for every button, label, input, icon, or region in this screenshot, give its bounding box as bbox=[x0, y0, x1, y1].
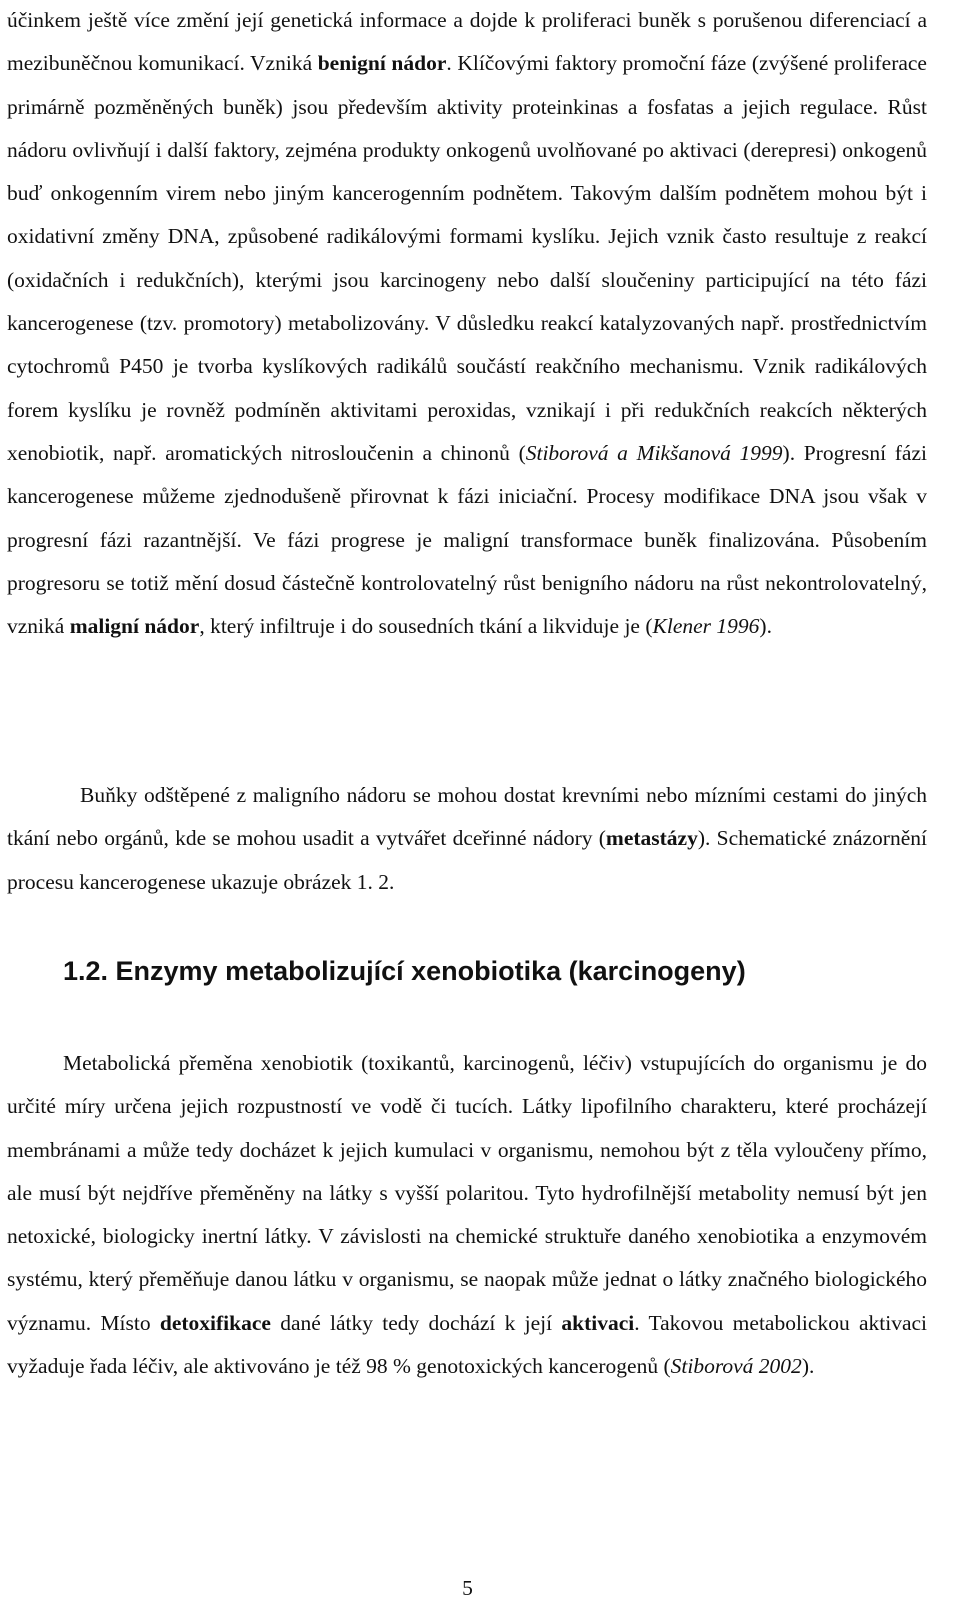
bold-term-metastases: metastázy bbox=[605, 826, 698, 851]
text-run: . Takovou metabolickou aktivaci vyžaduje řada léčiv, ale aktivováno je též 98 % genotoxických kancerogenů ( bbox=[7, 1310, 927, 1379]
text-run: . Klíčovými faktory promoční fáze (zvýšené proliferace primárně pozměněných buněk) jsou především aktivity proteinkinas a fosfatas a jejich regulace. Růst nádoru ovlivňují i další faktory, zejména produkty onkogenů uvolňované po aktivaci (derepresi) onkogenů buď onkogenním virem nebo jiným kancerogenním podnětem. Takovým dalším podnětem mohou být i oxidativní změny DNA, způsobené radikálovými formami kyslíku. Jejich vznik často resultuje z reakcí (oxidačních i redukčních), kterými jsou karcinogeny nebo další sloučeniny participující na této fázi kancerogenese (tzv. promotory) metabolizovány. V důsledku reakcí katalyzovaných např. prostřednictvím cytochromů P450 je tvorba kyslíkových radikálů součástí reakčního mechanismu. Vznik radikálových forem kyslíku je rovněž podmíněn aktivitami peroxidas, vznikají i při redukčních reakcích některých xenobiotik, např. aromatických nitrosloučenin a chinonů ( bbox=[7, 51, 927, 465]
text-run: ). Schematické znázornění procesu kancerogenese ukazuje obrázek 1. 2. bbox=[7, 826, 927, 894]
bold-term-detoxification: detoxifikace bbox=[159, 1310, 271, 1335]
body-paragraph-3 bbox=[7, 1042, 927, 1388]
text-run: ). Progresní fázi kancerogenese můžeme zjednodušeně přirovnat k fázi iniciační. Procesy modifikace DNA jsou však v progresní fázi razantnější. Ve fázi progrese je maligní transformace buněk finalizována. Působením progresoru se totiž mění dosud částečně kontrolovatelný růst benigního nádoru na růst nekontrolovatelný, vzniká bbox=[7, 440, 927, 639]
text-run: ). bbox=[759, 614, 772, 639]
citation: Stiborová a Mikšanová 1999 bbox=[525, 440, 783, 465]
body-paragraph-1 bbox=[7, 0, 927, 648]
bold-term-benign-tumor: benigní nádor bbox=[317, 51, 447, 76]
page-number: 5 bbox=[462, 1576, 473, 1600]
text-run: Buňky odštěpené z maligního nádoru se mohou dostat krevními nebo mízními cestami do jiných tkání nebo orgánů, kde se mohou usadit a vytvářet dceřinné nádory ( bbox=[7, 783, 927, 851]
body-paragraph-2 bbox=[7, 774, 927, 904]
text-run: , který infiltruje i do sousedních tkání a likviduje je ( bbox=[199, 614, 653, 639]
citation: Klener 1996 bbox=[652, 614, 760, 639]
text-run: dané látky tedy dochází k její bbox=[270, 1310, 562, 1335]
section-heading: 1.2. Enzymy metabolizující xenobiotika (karcinogeny) bbox=[63, 956, 746, 986]
bold-term-malignant-tumor: maligní nádor bbox=[69, 614, 200, 639]
bold-term-activation: aktivaci bbox=[561, 1310, 635, 1335]
citation: Stiborová 2002 bbox=[670, 1354, 802, 1379]
text-run: ). bbox=[801, 1354, 815, 1379]
text-run: Metabolická přeměna xenobiotik (toxikantů, karcinogenů, léčiv) vstupujících do organismu je do určité míry určena jejich rozpustností ve vodě či tucích. Látky lipofilního charakteru, které procházejí membránami a může tedy docházet k jejich kumulaci v organismu, nemohou být z těla vyloučeny přímo, ale musí být nejdříve přeměněny na látky s vyšší polaritou. Tyto hydrofilnější metabolity nemusí být jen netoxické, biologicky inertní látky. V závislosti na chemické struktuře daného xenobiotika a enzymovém systému, který přeměňuje danou látku v organismu, se naopak může jednat o látky značného biologického významu. Místo bbox=[7, 1051, 927, 1335]
text-run: účinkem ještě více změní její genetická informace a dojde k proliferaci buněk s porušenou diferenciací a mezibuněčnou komunikací. Vzniká bbox=[7, 8, 927, 76]
